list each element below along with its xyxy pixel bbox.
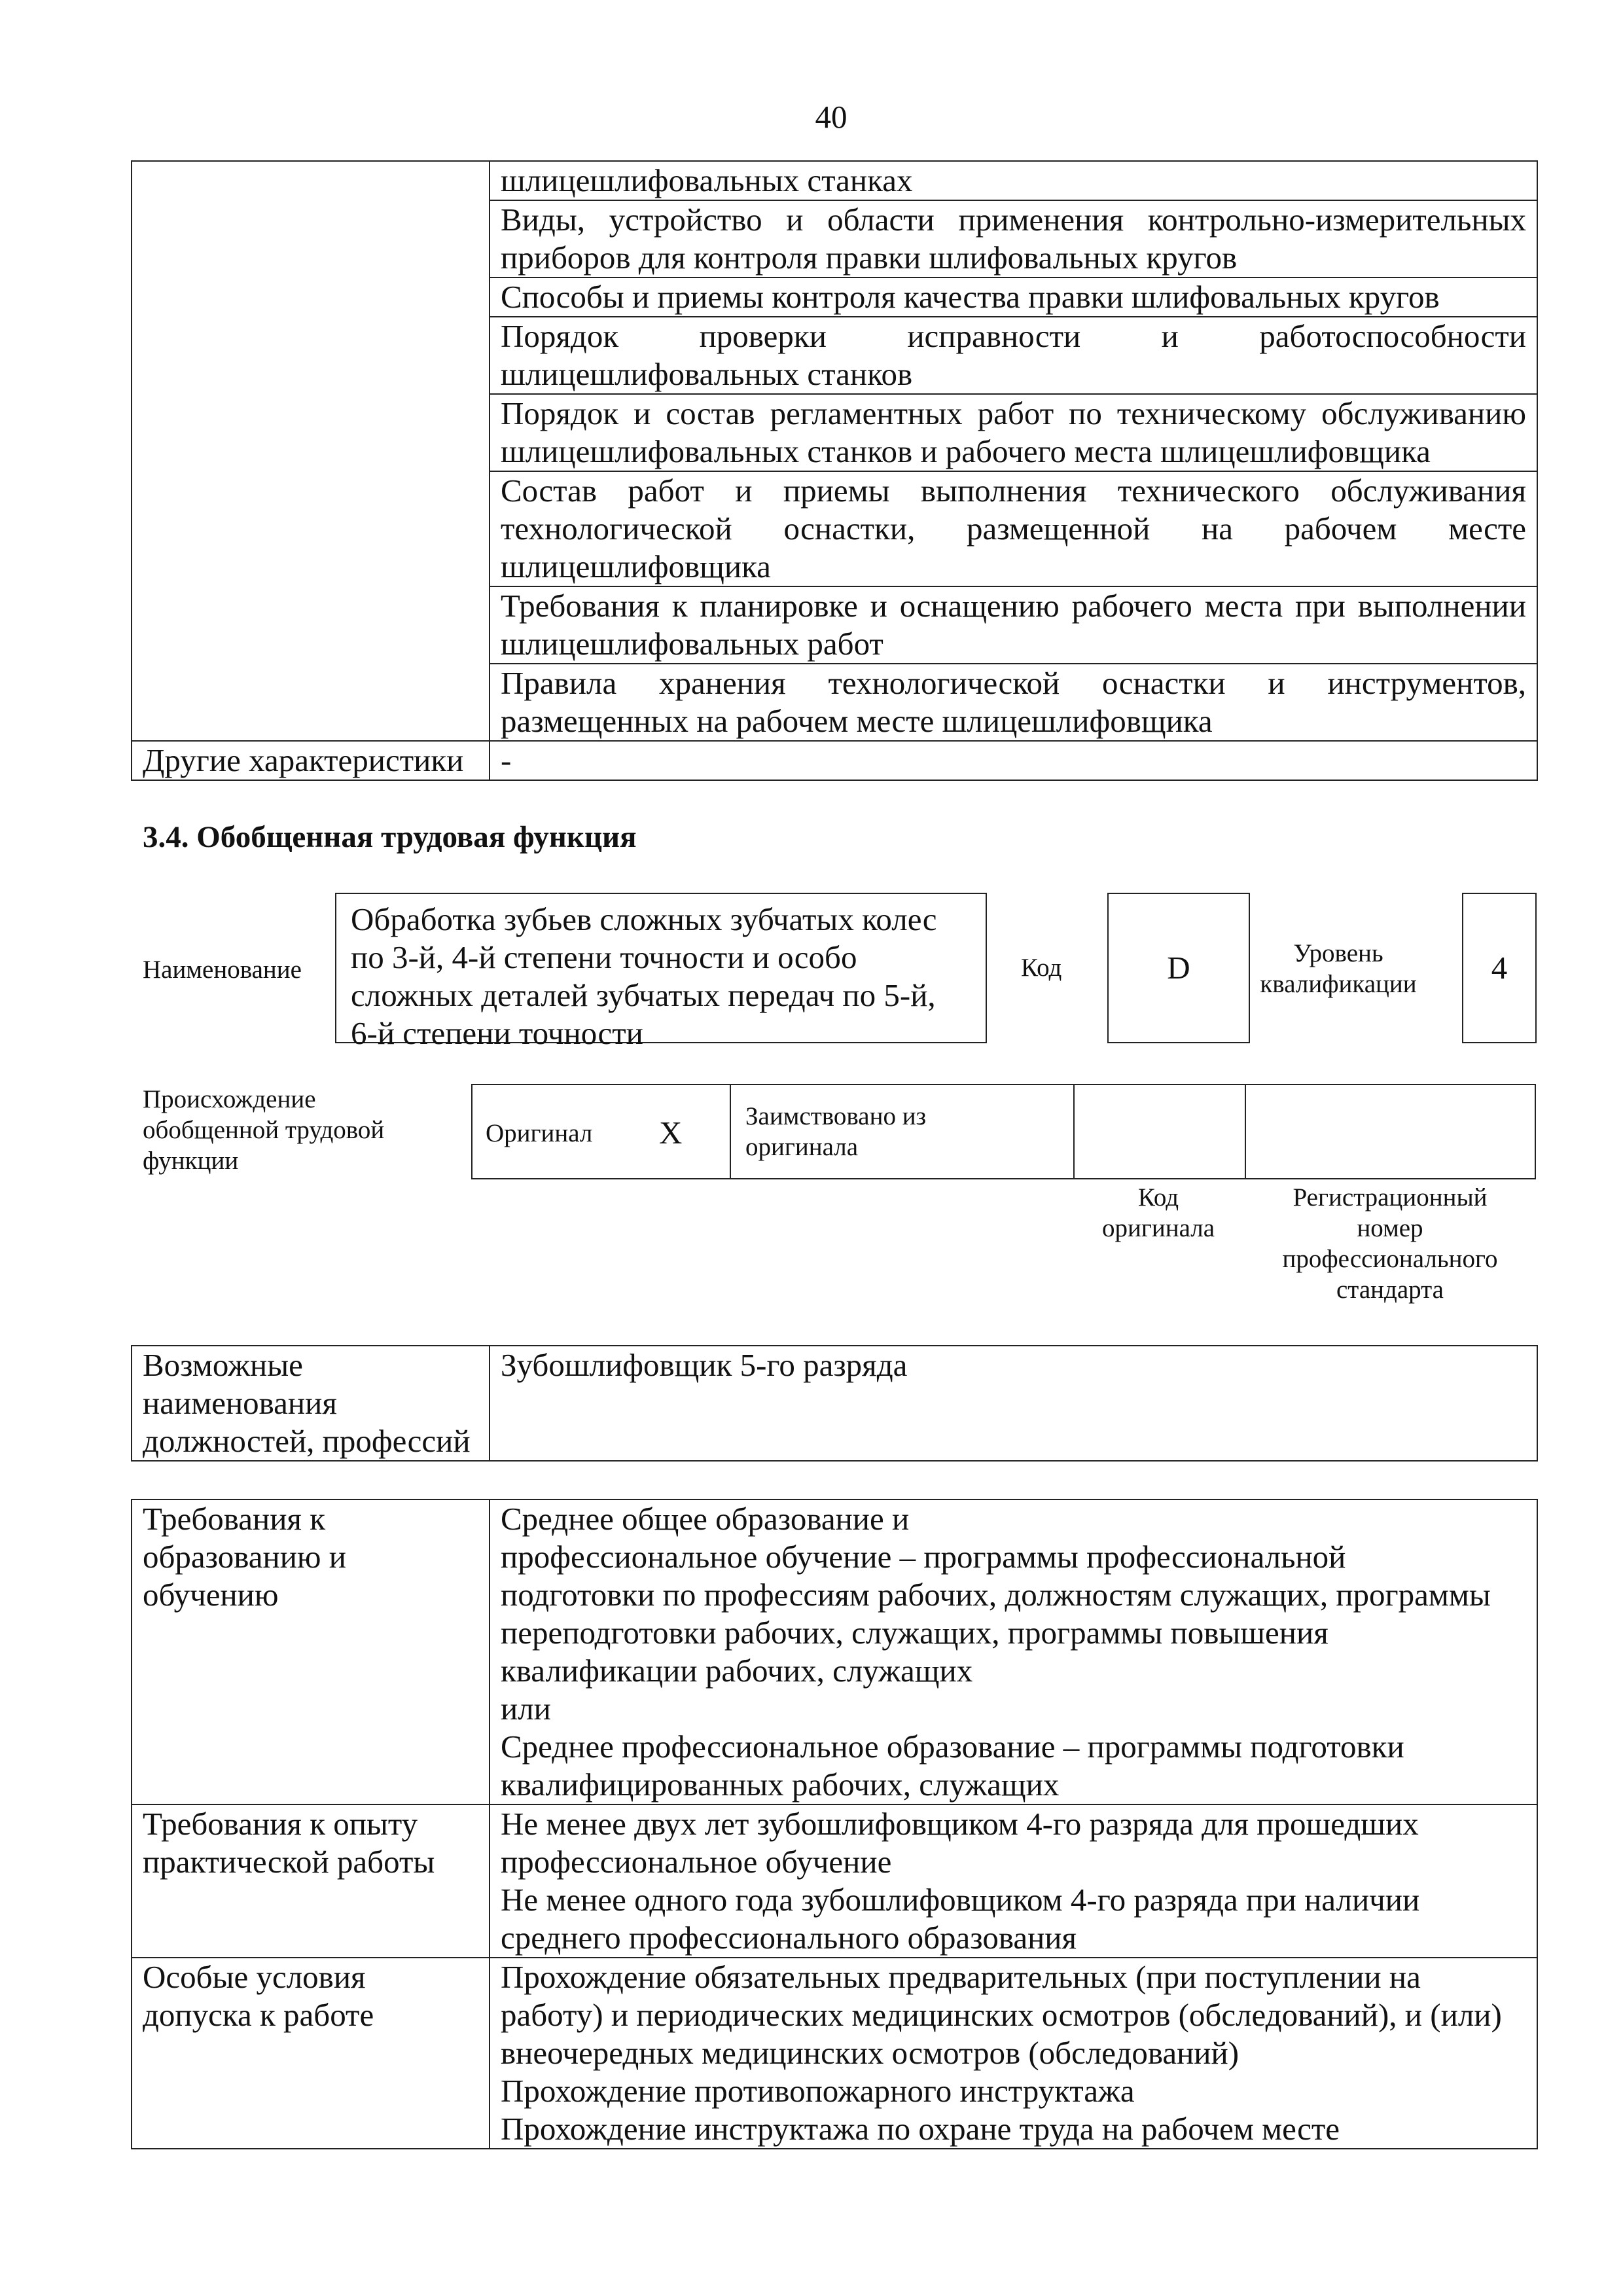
registration-number-caption-line: профессионального	[1282, 1245, 1498, 1273]
requirement-value-line: среднего профессионального образования	[501, 1920, 1077, 1956]
origin-table	[471, 1084, 1536, 1179]
knowledge-line: Виды, устройство и области применения контрольно-измерительных	[501, 202, 1526, 238]
origin-label-line: функции	[143, 1147, 239, 1175]
requirement-label-line: обучению	[143, 1577, 279, 1613]
requirement-value	[490, 1499, 1537, 1804]
knowledge-line: приборов для контроля правки шлифовальных кругов	[501, 240, 1238, 276]
original-mark: X	[659, 1115, 683, 1151]
original-code-caption-line: Код	[1137, 1183, 1179, 1211]
requirement-value-line: квалифицированных рабочих, служащих	[501, 1767, 1060, 1803]
requirement-value-line: внеочередных медицинских осмотров (обследований)	[501, 2035, 1240, 2071]
requirement-value-line: или	[501, 1691, 551, 1727]
positions-value: Зубошлифовщик 5-го разряда	[501, 1347, 908, 1383]
knowledge-cell	[490, 161, 1537, 200]
requirement-label-line: образованию и	[143, 1539, 347, 1575]
requirement-value-line: Не менее одного года зубошлифовщиком 4-го разряда при наличии	[501, 1882, 1420, 1918]
knowledge-cell	[490, 317, 1537, 394]
table-row	[132, 1804, 1537, 1958]
knowledge-line: Способы и приемы контроля качества правки шлифовальных кругов	[501, 279, 1440, 315]
other-characteristics-label: Другие характеристики	[132, 741, 490, 780]
requirement-label-line: допуска к работе	[143, 1997, 374, 2033]
requirement-value	[490, 1958, 1537, 2149]
requirement-value	[490, 1804, 1537, 1958]
qualification-level-label-line: Уровень	[1293, 939, 1383, 967]
function-name-text	[351, 901, 971, 1052]
divider	[730, 1085, 731, 1178]
origin-label-line: Происхождение	[143, 1085, 316, 1113]
knowledge-line: шлицешлифовальных работ	[501, 626, 883, 662]
knowledge-cell	[490, 200, 1537, 278]
requirement-value-line: подготовки по профессиям рабочих, должностям служащих, программы	[501, 1577, 1491, 1613]
knowledge-line: Порядок проверки исправности и работоспособности	[501, 318, 1526, 354]
empty-label-cell	[132, 161, 490, 741]
requirement-label	[132, 1804, 490, 1958]
requirement-label-line: Требования к	[143, 1501, 326, 1537]
requirement-label-line: Особые условия	[143, 1959, 366, 1995]
knowledge-line: размещенных на рабочем месте шлицешлифовщика	[501, 703, 1213, 739]
requirement-label	[132, 1958, 490, 2149]
requirement-value-line: переподготовки рабочих, служащих, программы повышения	[501, 1615, 1329, 1651]
code-label: Код	[1021, 954, 1062, 982]
table-row	[132, 741, 1537, 780]
knowledge-line: Порядок и состав регламентных работ по техническому обслуживанию	[501, 395, 1526, 431]
qualification-level-value: 4	[1491, 950, 1508, 986]
positions-label-line: наименования	[143, 1385, 337, 1421]
positions-table	[131, 1345, 1538, 1462]
requirement-value-line: Прохождение инструктажа по охране труда на рабочем месте	[501, 2111, 1340, 2147]
knowledge-cell	[490, 471, 1537, 586]
function-name-line: по 3-й, 4-й степени точности и особо	[351, 939, 857, 975]
function-name-line: 6-й степени точности	[351, 1015, 643, 1051]
requirement-value-line: работу) и периодических медицинских осмотров (обследований), и (или)	[501, 1997, 1502, 2033]
knowledge-line: шлицешлифовальных станках	[501, 162, 913, 198]
original-code-caption	[1073, 1182, 1243, 1244]
borrowed-label-line: оригинала	[745, 1133, 859, 1161]
code-value-box	[1107, 893, 1250, 1043]
function-name-box	[335, 893, 987, 1051]
knowledge-cell	[490, 664, 1537, 741]
positions-label-line: должностей, профессий	[143, 1423, 471, 1459]
requirement-value-line: профессиональное обучение – программы профессиональной	[501, 1539, 1346, 1575]
registration-number-caption-line: Регистрационный	[1293, 1183, 1488, 1211]
requirement-label-line: практической работы	[143, 1844, 435, 1880]
registration-number-caption-line: стандарта	[1336, 1276, 1444, 1304]
knowledge-line: Правила хранения технологической оснастки и инструментов,	[501, 665, 1526, 701]
registration-number-caption	[1243, 1182, 1537, 1305]
section-title: 3.4. Обобщенная трудовая функция	[143, 820, 637, 854]
name-label: Наименование	[143, 956, 302, 984]
knowledge-line: шлицешлифовальных станков и рабочего места шлицешлифовщика	[501, 433, 1431, 469]
original-label: Оригинал	[486, 1119, 593, 1147]
qualification-level-box	[1462, 893, 1537, 1043]
borrowed-label	[745, 1101, 926, 1162]
function-name-line: Обработка зубьев сложных зубчатых колес	[351, 901, 937, 937]
page-number: 40	[815, 99, 847, 135]
divider	[1073, 1085, 1075, 1178]
knowledge-table	[131, 160, 1538, 781]
knowledge-line: Требования к планировке и оснащению рабочего места при выполнении	[501, 588, 1526, 624]
knowledge-line: шлицешлифовщика	[501, 548, 771, 584]
table-row	[132, 1958, 1537, 2149]
knowledge-line: Состав работ и приемы выполнения технического обслуживания	[501, 473, 1526, 509]
other-characteristics-value: -	[490, 741, 1537, 780]
function-name-line: сложных деталей зубчатых передач по 5-й,	[351, 977, 936, 1013]
requirement-value-line: Прохождение противопожарного инструктажа	[501, 2073, 1135, 2109]
origin-label	[143, 1084, 384, 1176]
knowledge-cell	[490, 586, 1537, 664]
knowledge-line: технологической оснастки, размещенной на рабочем месте	[501, 511, 1526, 547]
knowledge-line: шлицешлифовальных станков	[501, 356, 913, 392]
positions-label-line: Возможные	[143, 1347, 303, 1383]
code-value: D	[1167, 950, 1190, 986]
qualification-level-label	[1257, 938, 1420, 999]
requirement-value-line: Среднее профессиональное образование – программы подготовки	[501, 1729, 1404, 1765]
requirement-value-line: квалификации рабочих, служащих	[501, 1653, 973, 1689]
table-row	[132, 161, 1537, 200]
original-code-caption-line: оригинала	[1101, 1214, 1215, 1242]
requirements-table	[131, 1499, 1538, 2149]
divider	[1245, 1085, 1246, 1178]
requirement-value-line: Не менее двух лет зубошлифовщиком 4-го разряда для прошедших	[501, 1806, 1419, 1842]
requirement-value-line: Среднее общее образование и	[501, 1501, 910, 1537]
requirement-label	[132, 1499, 490, 1804]
registration-number-caption-line: номер	[1357, 1214, 1423, 1242]
requirement-label-line: Требования к опыту	[143, 1806, 418, 1842]
qualification-level-label-line: квалификации	[1260, 970, 1417, 998]
requirement-value-line: Прохождение обязательных предварительных (при поступлении на	[501, 1959, 1421, 1995]
positions-label	[143, 1346, 478, 1460]
requirement-value-line: профессиональное обучение	[501, 1844, 892, 1880]
borrowed-label-line: Заимствовано из	[745, 1102, 927, 1130]
knowledge-cell	[490, 278, 1537, 317]
knowledge-cell	[490, 394, 1537, 471]
table-row	[132, 1499, 1537, 1804]
origin-label-line: обобщенной трудовой	[143, 1116, 385, 1144]
